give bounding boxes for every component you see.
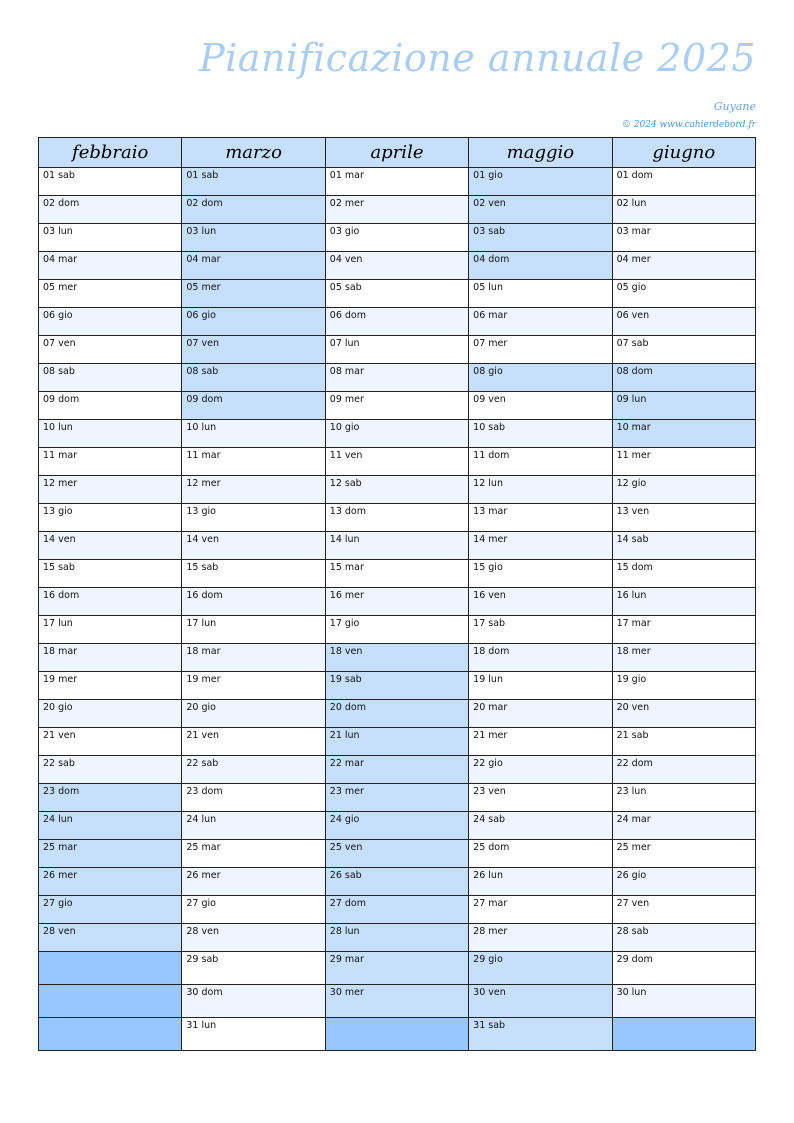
day-row: [39, 168, 756, 196]
day-cell[interactable]: 25 mar: [182, 840, 325, 868]
day-cell[interactable]: 08 sab: [182, 364, 325, 392]
day-cell[interactable]: 04 mar: [39, 252, 182, 280]
calendar-body: [39, 168, 756, 1051]
day-row: [39, 196, 756, 224]
day-cell[interactable]: 21 lun: [325, 728, 468, 756]
day-cell[interactable]: 18 ven: [325, 644, 468, 672]
day-cell[interactable]: 16 lun: [612, 588, 755, 616]
month-header: marzo: [182, 138, 325, 168]
day-cell[interactable]: 29 gio: [469, 952, 612, 985]
day-cell[interactable]: 05 lun: [469, 280, 612, 308]
day-cell[interactable]: 26 lun: [469, 868, 612, 896]
day-cell[interactable]: 10 lun: [182, 420, 325, 448]
day-cell[interactable]: 26 gio: [612, 868, 755, 896]
day-cell[interactable]: 09 lun: [612, 392, 755, 420]
day-cell[interactable]: 10 sab: [469, 420, 612, 448]
day-cell[interactable]: 28 mer: [469, 924, 612, 952]
month-header: maggio: [469, 138, 612, 168]
day-cell[interactable]: 21 ven: [39, 728, 182, 756]
day-cell[interactable]: 28 ven: [39, 924, 182, 952]
month-header-row: [39, 138, 756, 168]
day-cell[interactable]: 01 dom: [612, 168, 755, 196]
day-cell[interactable]: 21 sab: [612, 728, 755, 756]
day-cell[interactable]: 27 mar: [469, 896, 612, 924]
day-cell[interactable]: 03 lun: [182, 224, 325, 252]
day-cell[interactable]: 02 dom: [182, 196, 325, 224]
day-cell[interactable]: 20 dom: [325, 700, 468, 728]
day-cell[interactable]: 09 mer: [325, 392, 468, 420]
day-row: [39, 504, 756, 532]
empty-day-cell[interactable]: [39, 1018, 182, 1051]
day-row: [39, 812, 756, 840]
day-cell[interactable]: 03 gio: [325, 224, 468, 252]
day-cell[interactable]: 12 sab: [325, 476, 468, 504]
day-row: [39, 476, 756, 504]
day-cell[interactable]: 07 sab: [612, 336, 755, 364]
day-cell[interactable]: 14 ven: [39, 532, 182, 560]
day-cell[interactable]: 15 dom: [612, 560, 755, 588]
day-cell[interactable]: 02 lun: [612, 196, 755, 224]
day-row: [39, 1018, 756, 1051]
day-row: [39, 532, 756, 560]
day-cell[interactable]: 25 mar: [39, 840, 182, 868]
day-cell[interactable]: 11 mar: [39, 448, 182, 476]
day-cell[interactable]: 10 lun: [39, 420, 182, 448]
day-cell[interactable]: 03 sab: [469, 224, 612, 252]
day-cell[interactable]: 14 sab: [612, 532, 755, 560]
day-cell[interactable]: 01 mar: [325, 168, 468, 196]
empty-day-cell[interactable]: [39, 985, 182, 1018]
day-row: [39, 644, 756, 672]
day-cell[interactable]: 24 sab: [469, 812, 612, 840]
day-cell[interactable]: 27 gio: [39, 896, 182, 924]
day-cell[interactable]: 06 dom: [325, 308, 468, 336]
day-cell[interactable]: 30 dom: [182, 985, 325, 1018]
day-cell[interactable]: 09 ven: [469, 392, 612, 420]
day-cell[interactable]: 22 mar: [325, 756, 468, 784]
day-cell[interactable]: 22 sab: [182, 756, 325, 784]
annual-calendar-table: [38, 137, 756, 1051]
day-cell[interactable]: 16 ven: [469, 588, 612, 616]
day-cell[interactable]: 05 mer: [39, 280, 182, 308]
copyright-notice: © 2024 www.cahierdebord.fr: [621, 120, 756, 130]
day-row: [39, 392, 756, 420]
day-row: [39, 700, 756, 728]
day-cell[interactable]: 17 gio: [325, 616, 468, 644]
day-cell[interactable]: 06 gio: [39, 308, 182, 336]
day-cell[interactable]: 17 lun: [182, 616, 325, 644]
day-cell[interactable]: 28 lun: [325, 924, 468, 952]
day-cell[interactable]: 20 gio: [182, 700, 325, 728]
day-cell[interactable]: 08 gio: [469, 364, 612, 392]
day-cell[interactable]: 29 sab: [182, 952, 325, 985]
day-row: [39, 308, 756, 336]
day-cell[interactable]: 19 mer: [182, 672, 325, 700]
day-cell[interactable]: 15 sab: [39, 560, 182, 588]
day-row: [39, 756, 756, 784]
day-row: [39, 616, 756, 644]
day-row: [39, 924, 756, 952]
day-cell[interactable]: 17 lun: [39, 616, 182, 644]
day-cell[interactable]: 09 dom: [182, 392, 325, 420]
day-cell[interactable]: 12 mer: [39, 476, 182, 504]
day-cell[interactable]: 06 gio: [182, 308, 325, 336]
day-cell[interactable]: 16 mer: [325, 588, 468, 616]
day-cell[interactable]: 23 ven: [469, 784, 612, 812]
day-cell[interactable]: 29 mar: [325, 952, 468, 985]
day-cell[interactable]: 19 mer: [39, 672, 182, 700]
day-cell[interactable]: 24 lun: [182, 812, 325, 840]
day-cell[interactable]: 13 mar: [469, 504, 612, 532]
page-title: Pianificazione annuale 2025: [199, 36, 756, 80]
day-cell[interactable]: 13 gio: [39, 504, 182, 532]
day-cell[interactable]: 06 mar: [469, 308, 612, 336]
day-cell[interactable]: 22 sab: [39, 756, 182, 784]
day-cell[interactable]: 24 mar: [612, 812, 755, 840]
region-label: Guyane: [713, 100, 756, 113]
day-cell[interactable]: 19 gio: [612, 672, 755, 700]
day-cell[interactable]: 14 mer: [469, 532, 612, 560]
day-cell[interactable]: 01 sab: [182, 168, 325, 196]
day-row: [39, 588, 756, 616]
day-cell[interactable]: 16 dom: [182, 588, 325, 616]
day-cell[interactable]: 19 lun: [469, 672, 612, 700]
day-cell[interactable]: 15 mar: [325, 560, 468, 588]
day-row: [39, 840, 756, 868]
day-cell[interactable]: 23 lun: [612, 784, 755, 812]
day-cell[interactable]: 02 ven: [469, 196, 612, 224]
month-header: aprile: [325, 138, 468, 168]
day-row: [39, 896, 756, 924]
day-cell[interactable]: 17 mar: [612, 616, 755, 644]
day-cell[interactable]: 31 lun: [182, 1018, 325, 1051]
day-cell[interactable]: 09 dom: [39, 392, 182, 420]
day-cell[interactable]: 11 dom: [469, 448, 612, 476]
day-cell[interactable]: 18 mar: [182, 644, 325, 672]
day-cell[interactable]: 06 ven: [612, 308, 755, 336]
day-cell[interactable]: 23 dom: [182, 784, 325, 812]
day-cell[interactable]: 11 mer: [612, 448, 755, 476]
day-cell[interactable]: 18 mer: [612, 644, 755, 672]
day-cell[interactable]: 12 mer: [182, 476, 325, 504]
day-row: [39, 868, 756, 896]
day-cell[interactable]: 18 mar: [39, 644, 182, 672]
day-cell[interactable]: 31 sab: [469, 1018, 612, 1051]
day-cell[interactable]: 11 ven: [325, 448, 468, 476]
day-cell[interactable]: 15 gio: [469, 560, 612, 588]
day-cell[interactable]: 03 lun: [39, 224, 182, 252]
day-cell[interactable]: 28 ven: [182, 924, 325, 952]
day-cell[interactable]: 03 mar: [612, 224, 755, 252]
day-cell[interactable]: 22 dom: [612, 756, 755, 784]
day-cell[interactable]: 02 mer: [325, 196, 468, 224]
day-row: [39, 560, 756, 588]
day-cell[interactable]: 23 mer: [325, 784, 468, 812]
day-row: [39, 336, 756, 364]
day-row: [39, 420, 756, 448]
day-cell[interactable]: 05 sab: [325, 280, 468, 308]
day-cell[interactable]: 13 dom: [325, 504, 468, 532]
day-row: [39, 364, 756, 392]
day-cell[interactable]: 07 ven: [182, 336, 325, 364]
day-cell[interactable]: 20 ven: [612, 700, 755, 728]
day-cell[interactable]: 01 sab: [39, 168, 182, 196]
day-cell[interactable]: 25 dom: [469, 840, 612, 868]
day-cell[interactable]: 14 lun: [325, 532, 468, 560]
day-cell[interactable]: 21 ven: [182, 728, 325, 756]
day-cell[interactable]: 18 dom: [469, 644, 612, 672]
day-cell[interactable]: 10 gio: [325, 420, 468, 448]
day-row: [39, 728, 756, 756]
day-cell[interactable]: 19 sab: [325, 672, 468, 700]
day-cell[interactable]: 30 ven: [469, 985, 612, 1018]
day-cell[interactable]: 26 mer: [182, 868, 325, 896]
day-row: [39, 252, 756, 280]
day-cell[interactable]: 25 ven: [325, 840, 468, 868]
day-cell[interactable]: 07 lun: [325, 336, 468, 364]
day-row: [39, 672, 756, 700]
day-cell[interactable]: 21 mer: [469, 728, 612, 756]
day-cell[interactable]: 14 ven: [182, 532, 325, 560]
day-cell[interactable]: 05 mer: [182, 280, 325, 308]
day-cell[interactable]: 27 ven: [612, 896, 755, 924]
day-cell[interactable]: 30 mer: [325, 985, 468, 1018]
day-cell[interactable]: 08 sab: [39, 364, 182, 392]
day-cell[interactable]: 10 mar: [612, 420, 755, 448]
day-cell[interactable]: 22 gio: [469, 756, 612, 784]
day-cell[interactable]: 08 mar: [325, 364, 468, 392]
day-cell[interactable]: 16 dom: [39, 588, 182, 616]
day-cell[interactable]: 13 gio: [182, 504, 325, 532]
day-row: [39, 985, 756, 1018]
day-cell[interactable]: 24 lun: [39, 812, 182, 840]
day-cell[interactable]: 26 sab: [325, 868, 468, 896]
day-cell[interactable]: 12 gio: [612, 476, 755, 504]
day-cell[interactable]: 24 gio: [325, 812, 468, 840]
day-cell[interactable]: 07 ven: [39, 336, 182, 364]
day-cell[interactable]: 27 gio: [182, 896, 325, 924]
day-cell[interactable]: 29 dom: [612, 952, 755, 985]
day-cell[interactable]: 27 dom: [325, 896, 468, 924]
day-cell[interactable]: 04 mar: [182, 252, 325, 280]
day-row: [39, 280, 756, 308]
day-cell[interactable]: 12 lun: [469, 476, 612, 504]
day-cell[interactable]: 01 gio: [469, 168, 612, 196]
day-cell[interactable]: 04 mer: [612, 252, 755, 280]
day-cell[interactable]: 04 dom: [469, 252, 612, 280]
day-cell[interactable]: 25 mer: [612, 840, 755, 868]
day-cell[interactable]: 11 mar: [182, 448, 325, 476]
day-cell[interactable]: 17 sab: [469, 616, 612, 644]
day-row: [39, 448, 756, 476]
month-header: febbraio: [39, 138, 182, 168]
day-cell[interactable]: 04 ven: [325, 252, 468, 280]
month-header: giugno: [612, 138, 755, 168]
day-row: [39, 784, 756, 812]
day-cell[interactable]: 13 ven: [612, 504, 755, 532]
day-row: [39, 952, 756, 985]
day-cell[interactable]: 15 sab: [182, 560, 325, 588]
day-cell[interactable]: 28 sab: [612, 924, 755, 952]
day-cell[interactable]: 02 dom: [39, 196, 182, 224]
day-cell[interactable]: 23 dom: [39, 784, 182, 812]
empty-day-cell[interactable]: [612, 1018, 755, 1051]
day-cell[interactable]: 20 gio: [39, 700, 182, 728]
day-cell[interactable]: 20 mar: [469, 700, 612, 728]
day-cell[interactable]: 26 mer: [39, 868, 182, 896]
day-row: [39, 224, 756, 252]
day-cell[interactable]: 05 gio: [612, 280, 755, 308]
day-cell[interactable]: 07 mer: [469, 336, 612, 364]
day-cell[interactable]: 08 dom: [612, 364, 755, 392]
day-cell[interactable]: 30 lun: [612, 985, 755, 1018]
empty-day-cell[interactable]: [39, 952, 182, 985]
empty-day-cell[interactable]: [325, 1018, 468, 1051]
